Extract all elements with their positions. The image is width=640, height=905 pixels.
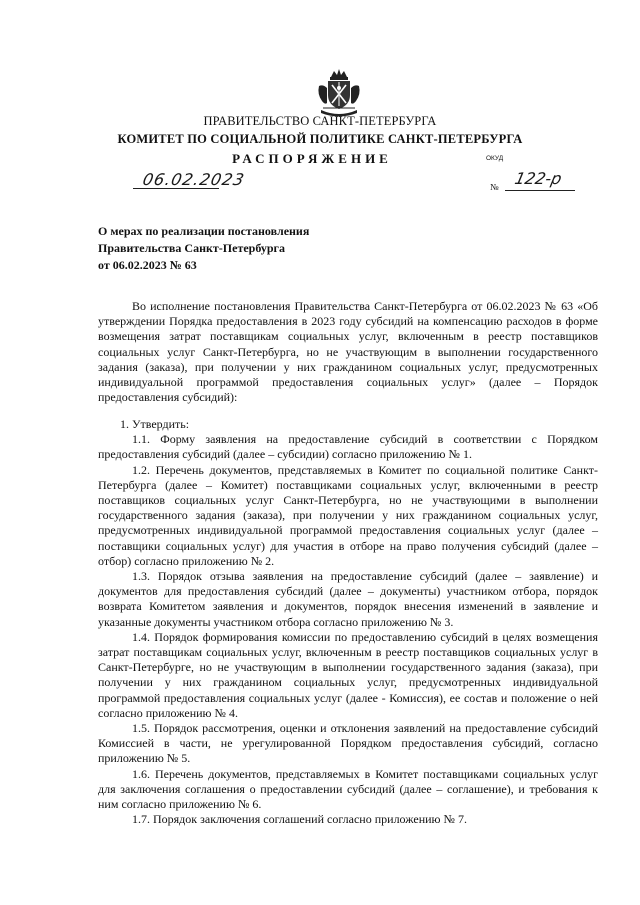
document-type: РАСПОРЯЖЕНИЕ — [232, 151, 392, 166]
intro-text: Во исполнение постановления Правительства Санкт-Петербурга от 06.02.2023 № 63 «Об утверждении Порядка предоставления в 2023 году субсидий на компенсацию расходов в форме возмещения затрат поставщикам социальных услуг, включенным в реестр поставщиков социальных услуг Санкт-Петербурга, но не участвующим в выполнении государственного задания (заказа), при получении у них гражданином социальных услуг, предусмотренных индивидуальной программой предоставления социальных услуг» (далее – Порядок предоставления субсидий): — [98, 299, 598, 405]
subject-line: Правительства Санкт-Петербурга — [98, 241, 286, 255]
government-title: ПРАВИТЕЛЬСТВО САНКТ-ПЕТЕРБУРГА — [203, 114, 437, 128]
list-item: 1. Утвердить: — [120, 417, 190, 431]
committee-title: КОМИТЕТ ПО СОЦИАЛЬНОЙ ПОЛИТИКЕ САНКТ-ПЕТЕРБУРГА — [117, 132, 523, 146]
document-subject — [98, 223, 309, 274]
list-item: 1.5. Порядок рассмотрения, оценки и отклонения заявлений на предоставление субсидий Комиссией в части, не урегулированной Порядком предоставления субсидий, согласно приложению № 5. — [98, 721, 598, 766]
list-item: 1.2. Перечень документов, представляемых в Комитет по социальной политике Санкт-Петербурга (далее – Комитет) поставщиками социальных услуг, включенными в реестр поставщиков социальных услуг Санкт-Петербурга, но не участвующими в выполнении государственного задания (заказа), при получении у них гражданином социальных услуг, предусмотренных индивидуальной программой предоставления социальных услуг (далее – поставщики социальных услуг) для участия в отборе на право получения субсидий (далее – отбор) согласно приложению № 2. — [98, 462, 598, 568]
handwritten-date: 06.02.2023 — [140, 170, 247, 189]
date-underline — [133, 188, 219, 189]
number-underline — [505, 190, 575, 191]
subject-line: от 06.02.2023 № 63 — [98, 258, 197, 272]
okud-label: ОКУД — [486, 155, 504, 162]
list-item: 1.4. Порядок формирования комиссии по предоставлению субсидий в целях возмещения затрат поставщикам социальных услуг, включенным в реестр поставщиков социальных услуг в Санкт-Петербурге, но не участвующим в выполнении государственного задания (заказа), при получении у них гражданином социальных услуг, предусмотренных индивидуальной программой предоставления социальных услуг (далее - Комиссия), ее состав и положение о ней согласно приложению № 4. — [98, 629, 598, 720]
list-item: 1.6. Перечень документов, представляемых в Комитет поставщиками социальных услуг для заключения соглашения о предоставлении субсидий (далее – соглашение), и требования к ним согласно приложению № 6. — [98, 766, 598, 812]
handwritten-number: 122-р — [512, 169, 564, 188]
subject-line: О мерах по реализации постановления — [98, 224, 310, 238]
order-items — [98, 417, 598, 827]
number-label: № — [490, 182, 499, 192]
list-item: 1.1. Форму заявления на предоставление субсидий в соответствии с Порядком предоставления субсидий (далее – субсидии) согласно приложению № 1. — [98, 432, 598, 462]
coat-of-arms-icon — [313, 68, 365, 120]
list-item: 1.7. Порядок заключения соглашений согласно приложению № 7. — [132, 812, 467, 827]
list-item: 1.3. Порядок отзыва заявления на предоставление субсидий (далее – заявление) и документов для предоставления субсидий (далее – документы) участником отбора, порядок возврата Комитетом заявления и документов, порядок внесения изменений в заявление и указанные документы участником отбора согласно приложению № 3. — [98, 569, 598, 629]
intro-paragraph — [98, 299, 598, 405]
